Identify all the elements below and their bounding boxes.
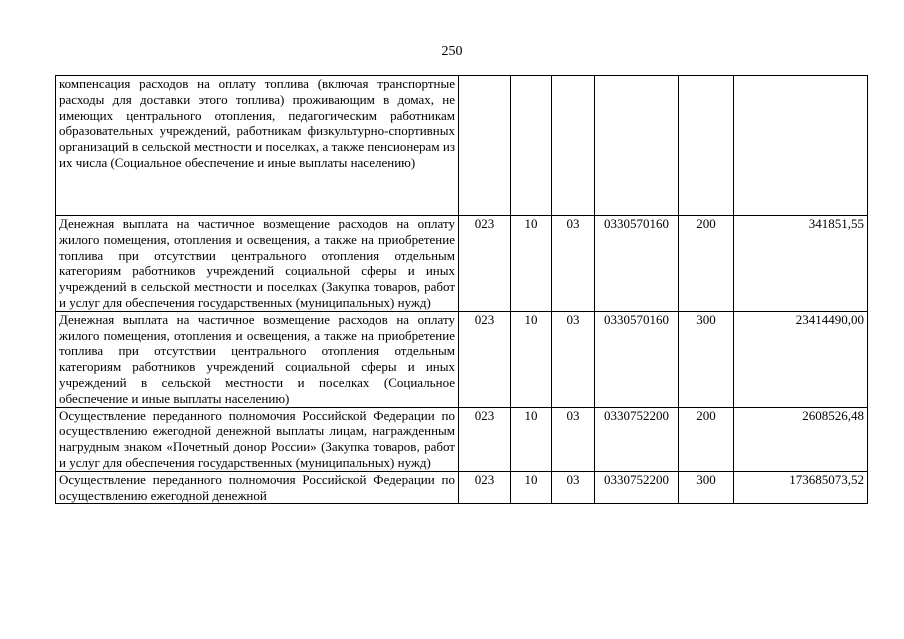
target-article-code: 0330752200 (595, 407, 679, 471)
amount: 2608526,48 (734, 407, 868, 471)
table-row (56, 311, 868, 407)
section-code (511, 76, 552, 216)
row-description: компенсация расходов на оплату топлива (включая транспортные расходы для доставки этого топлива) проживающим в домах, не имеющих центрального отопления, педагогическим работникам образовательных учреждений, работникам физкультурно-спортивных организаций в сельской местности и поселках, а также пенсионерам из их числа (Социальное обеспечение и иные выплаты населению) (56, 76, 459, 216)
amount (734, 76, 868, 216)
row-description: Денежная выплата на частичное возмещение расходов на оплату жилого помещения, отопления и освещения, а также на приобретение топлива при отсутствии центрального отопления отдельным категориям работников учреждений социальной сферы и иных учреждений в сельской местности и поселках (Социальное обеспечение и иные выплаты населению) (56, 311, 459, 407)
budget-table (55, 75, 868, 504)
amount: 341851,55 (734, 216, 868, 312)
ministry-code: 023 (459, 216, 511, 312)
row-description: Денежная выплата на частичное возмещение расходов на оплату жилого помещения, отопления и освещения, а также на приобретение топлива при отсутствии центрального отопления отдельным категориям работников учреждений социальной сферы и иных учреждений в сельской местности и поселках (Закупка товаров, работ и услуг для обеспечения государственных (муниципальных) нужд) (56, 216, 459, 312)
ministry-code: 023 (459, 471, 511, 504)
expense-type-code: 300 (679, 311, 734, 407)
target-article-code: 0330752200 (595, 471, 679, 504)
subsection-code: 03 (552, 216, 595, 312)
ministry-code: 023 (459, 311, 511, 407)
expense-type-code (679, 76, 734, 216)
table-row (56, 471, 868, 504)
table-row (56, 216, 868, 312)
subsection-code: 03 (552, 407, 595, 471)
section-code: 10 (511, 216, 552, 312)
table-row (56, 407, 868, 471)
expense-type-code: 200 (679, 216, 734, 312)
target-article-code: 0330570160 (595, 311, 679, 407)
row-description: Осуществление переданного полномочия Российской Федерации по осуществлению ежегодной денежной выплаты лицам, награжденным нагрудным знаком «Почетный донор России» (Закупка товаров, работ и услуг для обеспечения государственных (муниципальных) нужд) (56, 407, 459, 471)
section-code: 10 (511, 407, 552, 471)
section-code: 10 (511, 471, 552, 504)
amount: 23414490,00 (734, 311, 868, 407)
amount: 173685073,52 (734, 471, 868, 504)
target-article-code: 0330570160 (595, 216, 679, 312)
page-number: 250 (441, 44, 463, 59)
row-description: Осуществление переданного полномочия Российской Федерации по осуществлению ежегодной денежной (56, 471, 459, 504)
table-row (56, 76, 868, 216)
ministry-code: 023 (459, 407, 511, 471)
section-code: 10 (511, 311, 552, 407)
expense-type-code: 200 (679, 407, 734, 471)
expense-type-code: 300 (679, 471, 734, 504)
subsection-code (552, 76, 595, 216)
ministry-code (459, 76, 511, 216)
subsection-code: 03 (552, 311, 595, 407)
target-article-code (595, 76, 679, 216)
subsection-code: 03 (552, 471, 595, 504)
